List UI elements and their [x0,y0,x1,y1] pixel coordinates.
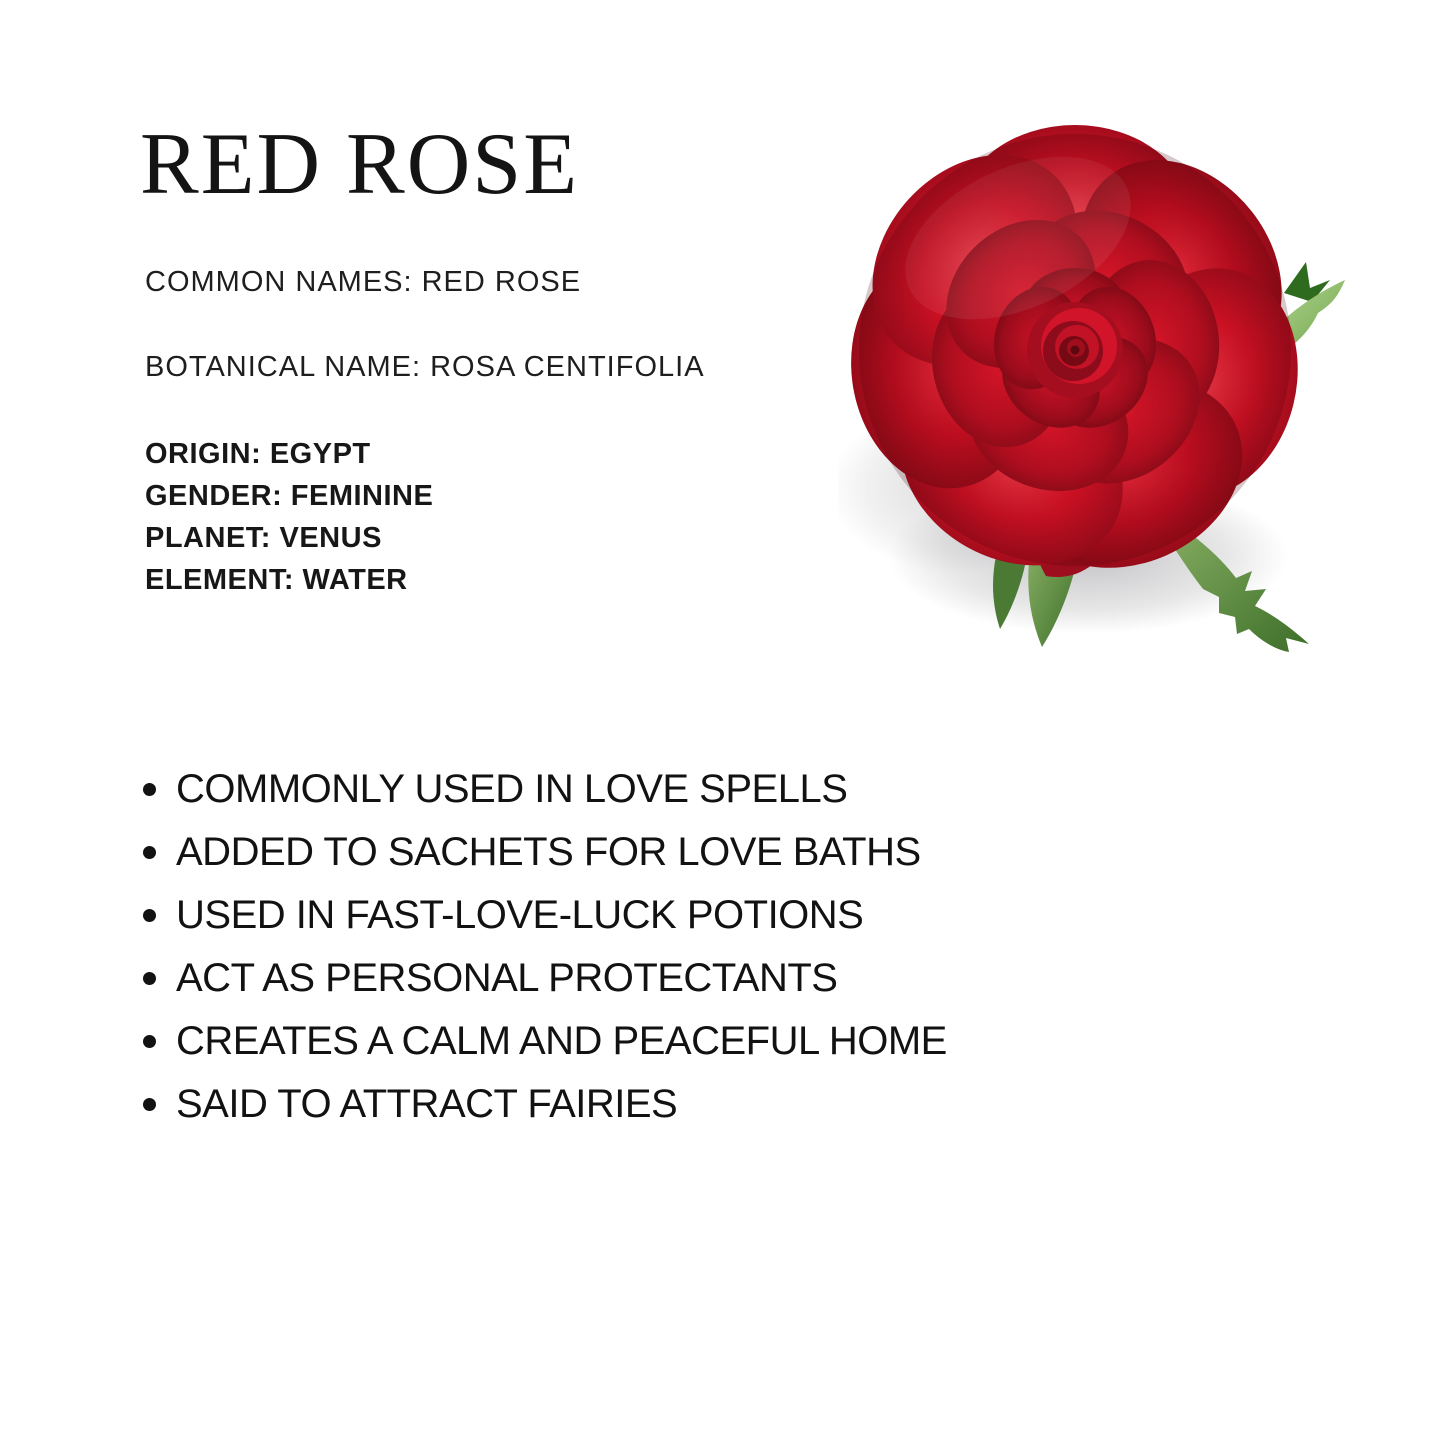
uses-list [140,758,1290,1136]
attribute-gender: GENDER: FEMININE [145,480,434,512]
attribute-block [145,433,433,601]
list-item: CREATES A CALM AND PEACEFUL HOME [140,1010,1290,1073]
list-item: USED IN FAST-LOVE-LUCK POTIONS [140,884,1290,947]
list-item: SAID TO ATTRACT FAIRIES [140,1073,1290,1136]
list-item: ACT AS PERSONAL PROTECTANTS [140,947,1290,1010]
botanical-name-line: BOTANICAL NAME: ROSA CENTIFOLIA [145,351,705,383]
attribute-origin: ORIGIN: EGYPT [145,438,371,470]
attribute-element: ELEMENT: WATER [145,564,408,596]
common-names-line: COMMON NAMES: RED ROSE [145,266,582,298]
rose-illustration [838,88,1358,668]
red-rose-photo [838,88,1358,668]
list-item: COMMONLY USED IN LOVE SPELLS [140,758,1290,821]
page-title: RED ROSE [140,116,579,213]
list-item: ADDED TO SACHETS FOR LOVE BATHS [140,821,1290,884]
attribute-planet: PLANET: VENUS [145,522,382,554]
